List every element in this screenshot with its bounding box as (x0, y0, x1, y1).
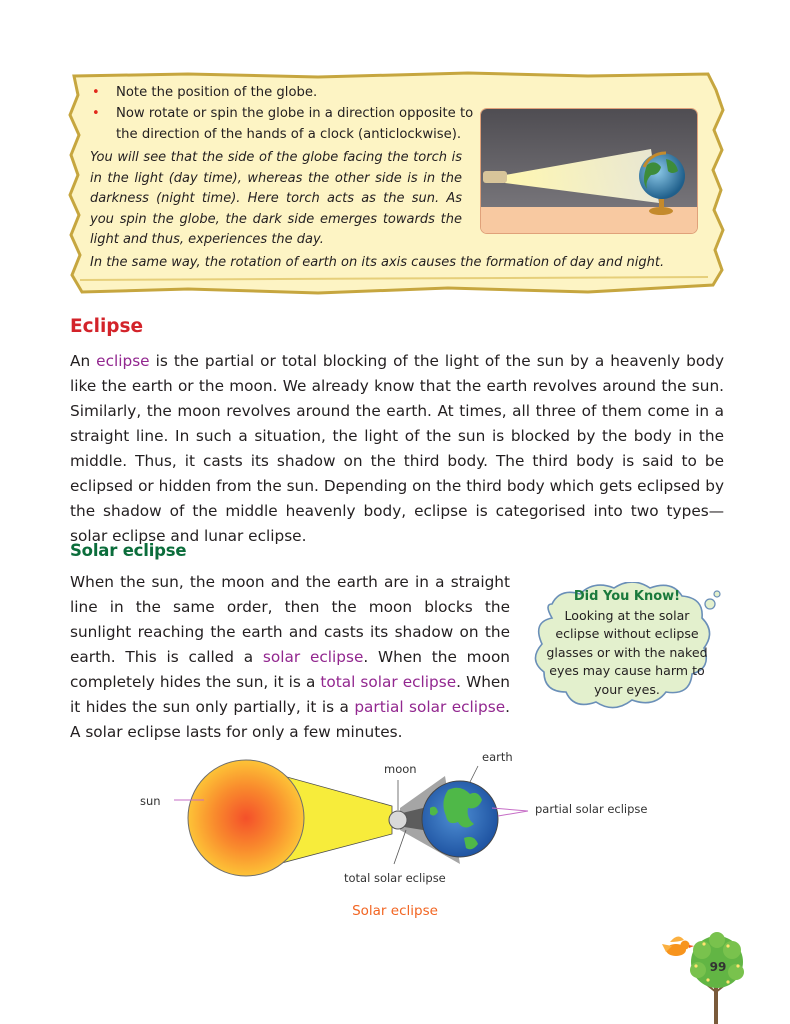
did-you-know-box (524, 582, 724, 720)
activity-conclusion: In the same way, the rotation of earth on its axis causes the formation of day and night. (90, 254, 665, 270)
solar-eclipse-heading: Solar eclipse (70, 541, 187, 560)
eclipse-paragraph (70, 349, 724, 549)
label-total-solar-eclipse: total solar eclipse (344, 871, 446, 885)
solar-eclipse-diagram (130, 744, 670, 892)
page-number-decoration (656, 930, 756, 1024)
text-run: When the sun, the moon and the earth are in a straight line in the same order, then the moon blocks the sunlight reaching the earth and casts its shadow on the earth. This is called a (70, 573, 510, 666)
activity-box (68, 70, 728, 298)
text-run: . When the moon completely hides the sun, it is a (70, 648, 510, 691)
moon-shape (389, 811, 407, 829)
earth-shape (422, 781, 498, 857)
label-moon: moon (384, 762, 417, 776)
bullet-text: Note the position of the globe. (116, 85, 318, 100)
bullet-dot-icon: • (92, 106, 100, 121)
label-sun: sun (140, 794, 161, 808)
label-partial-solar-eclipse: partial solar eclipse (535, 802, 648, 816)
bullet-item (90, 82, 490, 103)
bullet-item (90, 103, 490, 145)
activity-observation: You will see that the side of the globe facing the torch is in the light (day time), whereas the other side is in the darkness (night time). Here torch acts as the sun. As you spin the globe, the dark side emerges towards the light and thus, experiences the day. (90, 150, 462, 247)
diagram-caption: Solar eclipse (352, 903, 438, 919)
bird-icon (662, 936, 694, 956)
keyword-total-solar-eclipse: total solar eclipse (320, 673, 457, 691)
text-run: An (70, 352, 97, 370)
eclipse-heading: Eclipse (70, 316, 144, 337)
keyword-partial-solar-eclipse: partial solar eclipse (354, 698, 506, 716)
sun-shape (188, 760, 304, 876)
activity-bullets (90, 82, 490, 145)
torch-globe-photo (480, 108, 698, 234)
label-earth: earth (482, 750, 513, 764)
keyword-solar-eclipse: solar eclipse (262, 648, 364, 666)
text-run: . When it hides the sun only partially, it is a (70, 673, 511, 716)
bullet-dot-icon: • (92, 85, 100, 100)
bullet-text: Now rotate or spin the globe in a direction opposite to the direction of the hands of a clock (anticlockwise). (116, 106, 474, 142)
did-you-know-text: Looking at the solar eclipse without eclipse glasses or with the naked eyes may cause harm to your eyes. (546, 607, 708, 697)
keyword-eclipse: eclipse (96, 352, 150, 370)
page-number: 99 (709, 960, 727, 974)
solar-eclipse-paragraph (70, 570, 510, 745)
tree-icon (656, 930, 756, 1024)
text-run: . A solar eclipse lasts for only a few minutes. (70, 698, 511, 741)
did-you-know-title: Did You Know! (573, 589, 681, 604)
did-you-know-content (542, 588, 712, 699)
text-run: is the partial or total blocking of the light of the sun by a heavenly body like the earth or the moon. We already know that the earth revolves around the sun. Similarly, the moon revolves around the earth. At times, all three of them come in a straight line. In such a situation, the light of the sun is blocked by the body in the middle. Thus, it casts its shadow on the third body. The third body is said to be eclipsed or hidden from the sun. Depending on the third body which gets eclipsed by the shadow of the middle heavenly body, eclipse is categorised into two types—solar eclipse and lunar eclipse. (70, 352, 724, 545)
